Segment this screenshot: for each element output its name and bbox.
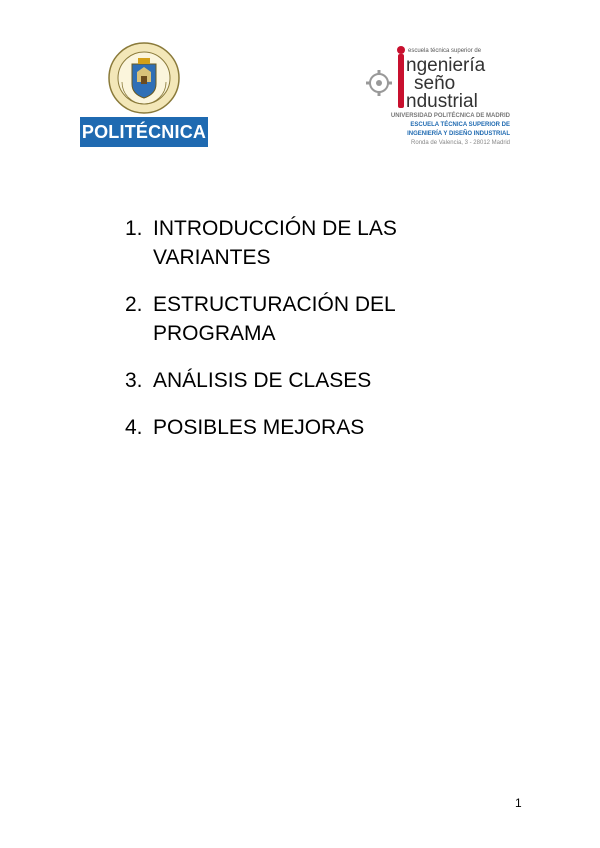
index-text: ESTRUCTURACIÓN DEL PROGRAMA [153,293,395,345]
politecnica-band [80,117,208,147]
index-number: 1. [125,217,143,240]
page-number: 1 [515,796,522,810]
logo-school-line-2: INGENIERÍA Y DISEÑO INDUSTRIAL [407,131,510,137]
upm-logo [80,42,208,150]
logo-word-ingenieria: ngeniería [406,55,486,76]
logo-top-text: escuela técnica superior de [408,48,482,54]
index-number: 2. [125,293,143,316]
index-text: POSIBLES MEJORAS [153,416,365,439]
logo-i-bar [398,54,404,108]
logo-word-diseno: seño [414,73,456,94]
upm-logo-text: POLITÉCNICA [81,121,207,142]
index-item-4 [125,413,445,442]
university-seal-icon [108,42,180,114]
logo-word-industrial: ndustrial [406,91,478,112]
gear-emblem-icon [364,68,394,98]
index-number: 3. [125,369,143,392]
etsidi-logo [362,44,512,154]
index-item-2 [125,290,445,348]
logo-i-dot [397,46,405,54]
index-number: 4. [125,416,143,439]
logo-university-line: UNIVERSIDAD POLITÉCNICA DE MADRID [390,113,510,119]
table-of-contents [125,214,445,460]
logo-school-line-1: ESCUELA TÉCNICA SUPERIOR DE [410,122,510,128]
logo-address-line: Ronda de Valencia, 3 - 28012 Madrid [411,140,510,146]
index-text: INTRODUCCIÓN DE LAS VARIANTES [153,217,397,269]
index-item-1 [125,214,445,272]
index-item-3 [125,366,445,395]
index-text: ANÁLISIS DE CLASES [153,369,372,392]
